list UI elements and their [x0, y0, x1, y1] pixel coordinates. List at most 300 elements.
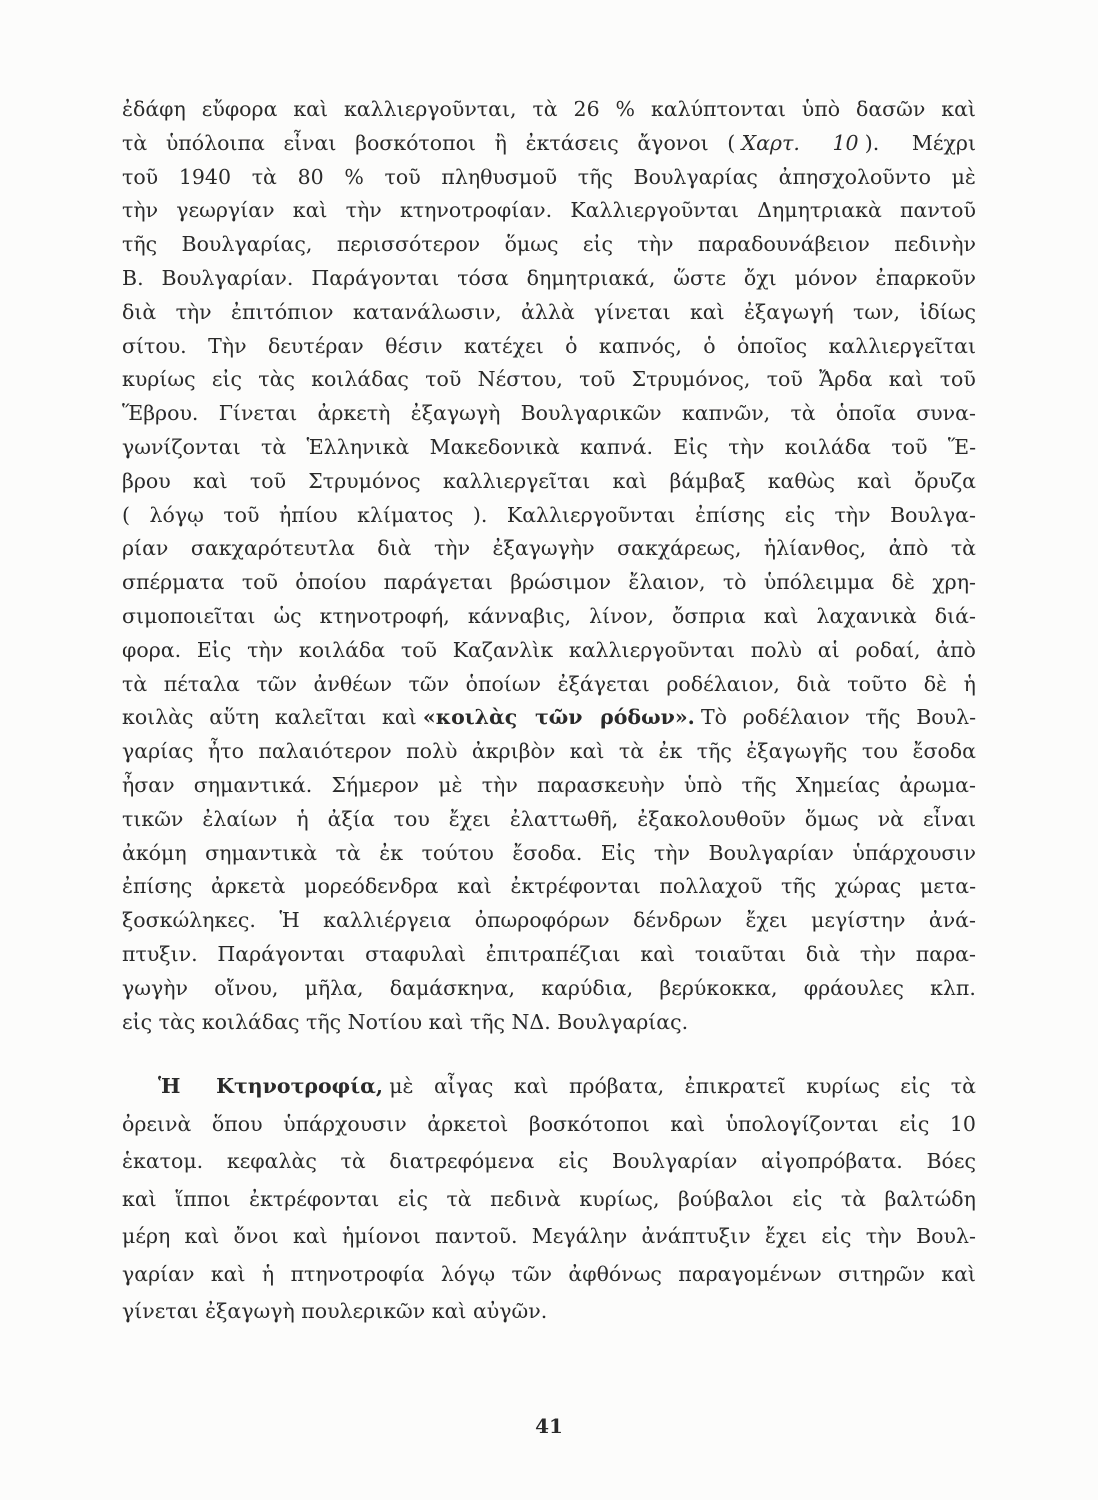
word: Βουλγαρικῶν: [520, 401, 662, 426]
word: κυρίως: [122, 367, 196, 392]
page-body: [122, 94, 976, 1334]
word: ἐξάγεται: [557, 671, 650, 696]
word: ὁ: [565, 333, 578, 358]
word: καλλιεργεῖται: [442, 468, 591, 493]
word: τοιαῦται: [694, 941, 787, 966]
word: γαρίαν: [122, 1261, 195, 1286]
word: παντοῦ: [900, 198, 976, 223]
text-line: [122, 1296, 976, 1334]
word: δευτέραν: [267, 333, 364, 358]
text-line: [122, 297, 976, 331]
word: τὴν: [653, 840, 690, 865]
word: καὶ: [122, 1186, 157, 1211]
word: διά-: [934, 603, 976, 628]
word: τὰ: [790, 401, 816, 426]
word: καὶ: [763, 603, 799, 628]
word: αἱ: [817, 637, 840, 662]
text-segment: [122, 432, 976, 466]
word: Παράγονται: [217, 941, 346, 966]
word: τὴν: [834, 502, 871, 527]
word: καὶ: [612, 468, 648, 493]
word: τῆς: [122, 232, 158, 257]
text-segment: [122, 669, 976, 703]
word: ἦτο: [207, 739, 244, 764]
word: σίτου.: [122, 333, 187, 358]
word: τὰ: [122, 130, 148, 155]
word: τοῦ: [939, 367, 976, 392]
word: γαρίας: [122, 739, 194, 764]
word: τικῶν: [122, 806, 184, 831]
word: φορα.: [122, 637, 182, 662]
word: μὲ: [438, 772, 463, 797]
word: ἔχει: [448, 806, 491, 831]
word: ἄγονοι: [637, 130, 709, 155]
word: ὑπὸ: [801, 97, 841, 121]
text-line: [122, 635, 976, 669]
text-line: [122, 128, 976, 162]
word: μεγίστην: [811, 908, 906, 933]
word: ἐπιτόπιον: [230, 299, 334, 324]
word: ἐλαττωθῆ,: [509, 806, 619, 831]
word: κοιλάδα: [784, 434, 871, 459]
text-line: [122, 669, 976, 703]
text-segment: [122, 804, 976, 838]
text-line: [122, 331, 976, 365]
word: τὰ: [618, 739, 645, 764]
word: ἀνάπτυξιν: [641, 1224, 751, 1249]
text-line: [122, 601, 976, 635]
text-segment: [122, 364, 976, 398]
word: Βουλ-: [916, 705, 976, 730]
word: εἶναι: [922, 806, 976, 831]
word: τοῦ: [766, 367, 803, 392]
word: Βουλγαρίαν: [612, 1149, 738, 1174]
text-segment: [122, 398, 976, 432]
word: τὴν: [481, 772, 518, 797]
word: τοῦ: [241, 570, 278, 595]
word: εὔφορα: [201, 97, 278, 121]
word: βοσκότοποι: [355, 130, 476, 155]
word: αἶγας: [433, 1074, 494, 1099]
word: τοῦ: [425, 367, 462, 392]
text-line: [122, 432, 976, 466]
word: Ἄρδα: [819, 367, 873, 392]
text-line: [122, 567, 976, 601]
word: καὶ: [210, 1261, 246, 1286]
word: ὡς: [273, 603, 302, 628]
word: ὄχι: [743, 265, 777, 290]
word: Βουλγαρίας: [633, 164, 758, 189]
word: εἰς: [582, 232, 613, 257]
word: πρόβατα,: [568, 1074, 665, 1099]
text-line: [122, 1109, 976, 1147]
word: τὴν: [859, 941, 896, 966]
word: Καλλιεργοῦνται: [506, 502, 676, 527]
word: καὶ: [857, 468, 892, 493]
word: 26: [573, 97, 600, 121]
word: βάμβαξ: [669, 468, 746, 493]
word: Ἑλληνικὰ: [306, 434, 410, 459]
word: τῶν: [408, 671, 450, 696]
word: ἢ: [494, 130, 507, 155]
word: διατρεφόμενα: [389, 1149, 535, 1174]
word: συνα-: [916, 401, 976, 426]
word: τὰ: [122, 671, 148, 696]
word: Βόες: [926, 1149, 976, 1174]
word: (: [727, 130, 736, 155]
text-segment: εἰς τὰς κοιλάδας τῆς Νοτίου καὶ τῆς ΝΔ. Βουλγαρίας.: [122, 1009, 689, 1034]
word: ξοσκώληκες.: [122, 908, 256, 933]
word: ἀνά-: [928, 908, 976, 933]
word: ἀρκετοὶ: [427, 1111, 509, 1136]
word: φράουλες: [803, 975, 904, 1000]
text-line: [122, 229, 976, 263]
word: ὁποῖος: [737, 333, 808, 358]
word: ἀλλὰ: [521, 299, 575, 324]
word: Μεγάλην: [531, 1224, 628, 1249]
word: τόσα: [457, 265, 509, 290]
word: ἐπικρατεῖ: [684, 1074, 786, 1099]
text-segment: [122, 94, 976, 128]
word: ὅπου: [211, 1111, 263, 1136]
word: ἔχει: [764, 1224, 808, 1249]
word: λόγῳ: [440, 1261, 496, 1286]
word: σημαντικά.: [193, 772, 313, 797]
word: αὕτη: [209, 705, 260, 730]
word: εἰς: [821, 1224, 852, 1249]
word: τὰ: [840, 1186, 867, 1211]
text-segment: [122, 500, 976, 534]
word: σταφυλαὶ: [365, 941, 466, 966]
word: ἐκτάσεις: [525, 130, 619, 155]
text-segment: [122, 229, 976, 263]
word: ἦσαν: [122, 772, 175, 797]
word: καὶ: [293, 97, 329, 121]
word: ).: [472, 502, 488, 527]
word: Βουλγαρίαν: [708, 840, 834, 865]
word: πολλαχοῦ: [659, 874, 763, 899]
word: ἐδάφη: [122, 97, 186, 121]
word: τῆς: [577, 164, 613, 189]
word: εἰς: [792, 1186, 823, 1211]
word: σιτηρῶν: [838, 1261, 925, 1286]
word: ὑπάρχουσιν: [283, 1111, 407, 1136]
word: μέρη: [122, 1224, 171, 1249]
word: καὶ: [569, 739, 605, 764]
word: τοῦ: [384, 164, 421, 189]
word: οἴνου,: [214, 975, 279, 1000]
word: σακχάρεως,: [617, 536, 742, 561]
word: τὰ: [950, 536, 976, 561]
word: ὑπολογίζονται: [725, 1111, 879, 1136]
word: σιμοποιεῖται: [122, 603, 256, 628]
text-segment: [122, 195, 976, 229]
word: ἐπαρκοῦν: [875, 265, 976, 290]
word: τὰ: [251, 164, 277, 189]
word: ὁ: [703, 333, 716, 358]
word: ροδέλαιον,: [666, 671, 780, 696]
word: Σήμερον: [331, 772, 420, 797]
text-segment: [389, 1071, 976, 1109]
word: ἐκ: [379, 840, 404, 865]
word: κατανάλωσιν,: [352, 299, 502, 324]
word: Ἕ-: [947, 434, 976, 459]
word: Τὸ: [700, 705, 727, 730]
word: 10: [832, 130, 859, 155]
word: τούτου: [421, 840, 494, 865]
word: ἡλίανθος,: [763, 536, 867, 561]
word: καὶ: [670, 1111, 706, 1136]
word: των,: [852, 299, 901, 324]
word: τὴν: [637, 232, 674, 257]
text-segment: [122, 939, 976, 973]
text-segment: [701, 702, 976, 736]
word: παρα-: [915, 941, 976, 966]
word: παλαιότερον: [258, 739, 392, 764]
word: ἀρκετὴ: [317, 401, 391, 426]
word: καλλιεργεῖται: [828, 333, 976, 358]
word: ἐξαγωγὴν: [492, 536, 595, 561]
word: ἔλαιον,: [628, 570, 706, 595]
word: ὑπὸ: [684, 772, 723, 797]
text-segment: γίνεται ἐξαγωγὴ πουλερικῶν καὶ αὐγῶν.: [122, 1299, 548, 1324]
word: Βουλγα-: [890, 502, 976, 527]
text-segment: [122, 973, 976, 1007]
word: τοῦτο: [847, 671, 908, 696]
word: χώρας: [834, 874, 902, 899]
word: Γίνεται: [218, 401, 298, 426]
word: ἡ: [963, 671, 976, 696]
word: μὲ: [951, 164, 976, 189]
word: ἔσοδα: [912, 739, 976, 764]
word: ἠπίου: [279, 502, 338, 527]
word: μὲ: [389, 1074, 414, 1099]
word: τοῦ: [249, 468, 287, 493]
word: Τὴν: [208, 333, 247, 358]
word: λίνον,: [589, 603, 654, 628]
text-segment: [122, 1259, 976, 1297]
word: τὰ: [532, 97, 558, 121]
word: ἡμίονοι: [341, 1224, 421, 1249]
word: παρασκευὴν: [537, 772, 665, 797]
word: κοιλάδας: [311, 367, 409, 392]
word: ὄρυζα: [914, 468, 976, 493]
word: τῆς: [696, 739, 732, 764]
word: καὶ: [184, 1224, 220, 1249]
word: καὶ: [689, 299, 725, 324]
word: Βουλγαρίας,: [181, 232, 313, 257]
text-segment: [122, 736, 976, 770]
word: τῶν: [256, 671, 297, 696]
text-line: [122, 364, 976, 398]
text-line: [122, 804, 976, 838]
page-number: 41: [535, 1414, 563, 1438]
word: ὑπόλοιπα: [165, 130, 265, 155]
word: ροδαί,: [855, 637, 921, 662]
word: τοῦ: [400, 637, 437, 662]
word: δὲ: [923, 671, 948, 696]
word: Στρυμόνος: [308, 468, 421, 493]
word: ἀξία: [327, 806, 375, 831]
word: ἔχει: [745, 908, 788, 933]
word: κεφαλὰς: [226, 1149, 317, 1174]
word: ὁποίου: [295, 570, 367, 595]
text-line: [122, 973, 976, 1007]
word: τῶν: [511, 1261, 553, 1286]
word: τοῦ: [891, 434, 928, 459]
word: τὴν: [175, 299, 212, 324]
word: ἐξαγωγῆς: [746, 739, 848, 764]
word: τὴν: [122, 198, 159, 223]
word: ἐπιτραπέζιαι: [485, 941, 621, 966]
word: καπνῶν,: [681, 401, 771, 426]
word: ἀφθόνως: [568, 1261, 662, 1286]
text-line: [122, 398, 976, 432]
word: παράγεται: [383, 570, 493, 595]
word: μετα-: [919, 874, 976, 899]
word: τῶν: [534, 705, 583, 730]
word: ὄνοι: [233, 1224, 279, 1249]
word: ἐλαίων: [202, 806, 278, 831]
word: βερύκοκκα,: [659, 975, 778, 1000]
word: ὁποῖα: [835, 401, 896, 426]
word: καλεῖται: [274, 705, 367, 730]
text-segment: [122, 905, 976, 939]
word: κλπ.: [930, 975, 976, 1000]
word: ἡ: [296, 806, 309, 831]
word: ἀρωμα-: [899, 772, 976, 797]
word: σακχαρότευτλα: [190, 536, 355, 561]
text-line: [122, 1146, 976, 1184]
word: καπνός,: [598, 333, 682, 358]
text-segment: [865, 128, 976, 162]
word: γωνίζονται: [122, 434, 241, 459]
word: διὰ: [796, 671, 831, 696]
word: καὶ: [292, 1224, 328, 1249]
word: πέταλα: [163, 671, 240, 696]
word: τῆς: [741, 772, 777, 797]
word: δασῶν: [855, 97, 926, 121]
word: δημητριακά,: [526, 265, 656, 290]
word: Κτηνοτροφία,: [216, 1074, 384, 1099]
word: ἐξαγωγή: [744, 299, 834, 324]
bold-text: [423, 702, 695, 736]
word: τὴν: [433, 536, 471, 561]
word: τοῦ: [122, 164, 159, 189]
word: γεωργίαν: [176, 198, 275, 223]
word: καλλιέργεια: [323, 908, 452, 933]
word: γίνεται: [594, 299, 671, 324]
word: Χαρτ.: [741, 130, 800, 155]
word: καὶ: [382, 705, 417, 730]
word: ὥστε: [673, 265, 726, 290]
bold-text: [158, 1071, 383, 1109]
word: τὴν: [345, 198, 382, 223]
text-segment: [122, 1184, 976, 1222]
word: ἐξαγωγὴ: [410, 401, 501, 426]
word: ρίαν: [122, 536, 169, 561]
word: πολὺ: [406, 739, 458, 764]
text-line: [122, 466, 976, 500]
word: εἰς: [899, 1111, 930, 1136]
word: χρη-: [932, 570, 976, 595]
word: ἐπίσης: [695, 502, 766, 527]
word: καὶ: [941, 97, 976, 121]
word: πολὺ: [750, 637, 802, 662]
word: κατέχει: [464, 333, 544, 358]
word: Εἰς: [196, 637, 232, 662]
word: «κοιλὰς: [422, 705, 518, 730]
word: 1940: [178, 164, 232, 189]
text-line: [122, 905, 976, 939]
word: 80: [297, 164, 324, 189]
word: Στρυμόνος,: [631, 367, 751, 392]
text-segment: [122, 770, 976, 804]
word: Εἰς: [673, 434, 708, 459]
word: διὰ: [805, 941, 841, 966]
word: βοσκότοποι: [528, 1111, 650, 1136]
text-segment: [122, 635, 976, 669]
word: θέσιν: [385, 333, 443, 358]
word: ἐξακολουθοῦν: [637, 806, 786, 831]
word: κοιλάδα: [298, 637, 386, 662]
text-segment: [122, 331, 976, 365]
word: Μακεδονικὰ: [429, 434, 560, 459]
word: ὑπόλειμμα: [763, 570, 875, 595]
word: πτυξιν.: [122, 941, 198, 966]
word: κυρίως: [806, 1074, 880, 1099]
word: Βουλ-: [916, 1224, 976, 1249]
word: κτηνοτροφίαν.: [399, 198, 553, 223]
text-segment: [122, 1146, 976, 1184]
word: ὄσπρια: [672, 603, 746, 628]
word: καλύπτονται: [650, 97, 786, 121]
word: εἰς: [211, 367, 242, 392]
word: ἀρκετὰ: [210, 874, 286, 899]
text-line: [122, 1007, 976, 1041]
word: αἰγοπρόβατα.: [761, 1149, 903, 1174]
text-line: [122, 1259, 976, 1297]
word: ἰδίως: [919, 299, 976, 324]
word: ἀκριβὸν: [471, 739, 556, 764]
word: εἰς: [900, 1074, 931, 1099]
word: ἀκόμη: [122, 840, 187, 865]
word: γωγὴν: [122, 975, 188, 1000]
word: τὰς: [258, 367, 295, 392]
word: ἑκατομ.: [122, 1149, 204, 1174]
text-line: [122, 702, 976, 736]
word: πεδινὰ: [490, 1186, 561, 1211]
word: παραδουνάβειον: [697, 232, 870, 257]
word: καὶ: [457, 874, 492, 899]
text-segment: [122, 297, 976, 331]
word: καὶ: [513, 1074, 549, 1099]
word: ρόδων».: [600, 705, 695, 730]
text-segment: [122, 702, 417, 736]
text-segment: [122, 263, 976, 297]
word: Εἰς: [600, 840, 636, 865]
word: καὶ: [888, 367, 924, 392]
word: ἡ: [261, 1261, 275, 1286]
word: τὰ: [950, 1074, 976, 1099]
word: ἐπίσης: [122, 874, 193, 899]
word: πτηνοτροφία: [290, 1261, 425, 1286]
word: δένδρων: [633, 908, 723, 933]
text-line: [122, 838, 976, 872]
word: καθὼς: [767, 468, 835, 493]
text-line: [122, 94, 976, 128]
word: ).: [864, 130, 880, 155]
